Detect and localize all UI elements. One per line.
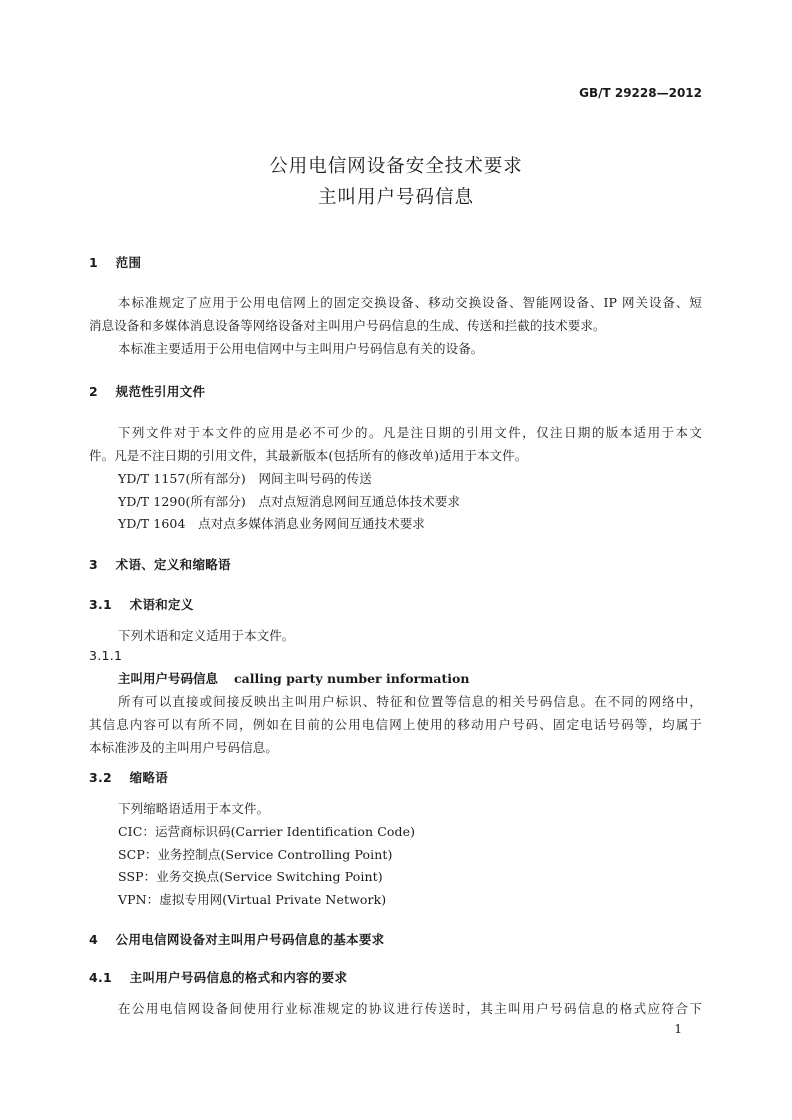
section-title: 术语和定义 xyxy=(129,597,194,612)
term-english: calling party number information xyxy=(234,671,470,686)
section-number: 1 xyxy=(89,255,98,270)
term-number: 3.1.1 xyxy=(89,648,123,663)
section-number: 3.1 xyxy=(89,597,113,612)
section-title: 范围 xyxy=(115,255,142,270)
definition-line: 所有可以直接或间接反映出主叫用户标识、特征和位置等信息的相关号码信息。在不同的网络中， xyxy=(118,694,702,709)
abbreviation-item: CIC：运营商标识码(Carrier Identification Code) xyxy=(118,824,416,839)
section-title: 主叫用户号码信息的格式和内容的要求 xyxy=(129,970,348,985)
paragraph-line: 本标准规定了应用于公用电信网上的固定交换设备、移动交换设备、智能网设备、IP 网关设备、短 xyxy=(118,295,702,310)
reference-item: YD/T 1290(所有部分) 点对点短消息网间互通总体技术要求 xyxy=(118,494,461,509)
paragraph-line: 消息设备和多媒体消息设备等网络设备对主叫用户号码信息的生成、传送和拦截的技术要求。 xyxy=(89,318,606,333)
term-chinese: 主叫用户号码信息 xyxy=(118,671,219,686)
paragraph: 下列缩略语适用于本文件。 xyxy=(118,801,270,816)
section-number: 3.2 xyxy=(89,770,113,785)
document-subtitle: 主叫用户号码信息 xyxy=(317,187,474,208)
section-3-2-heading xyxy=(89,768,168,786)
reference-item: YD/T 1157(所有部分) 网间主叫号码的传送 xyxy=(118,471,372,486)
section-number: 2 xyxy=(89,384,98,399)
section-2-heading xyxy=(89,382,205,400)
paragraph-line: 下列文件对于本文件的应用是必不可少的。凡是注日期的引用文件，仅注日期的版本适用于本文 xyxy=(118,425,702,440)
section-title: 缩略语 xyxy=(129,770,169,785)
document-title: 公用电信网设备安全技术要求 xyxy=(269,156,523,177)
section-number: 4 xyxy=(89,932,98,947)
section-title: 公用电信网设备对主叫用户号码信息的基本要求 xyxy=(115,932,385,947)
abbreviation-item: VPN：虚拟专用网(Virtual Private Network) xyxy=(118,892,387,907)
section-4-heading xyxy=(89,930,384,948)
section-3-1-heading xyxy=(89,595,194,613)
section-3-heading xyxy=(89,555,231,573)
section-4-1-heading xyxy=(89,968,347,986)
standard-number: GB/T 29228—2012 xyxy=(579,86,702,100)
page-number: 1 xyxy=(674,1022,682,1036)
abbreviation-item: SCP：业务控制点(Service Controlling Point) xyxy=(118,847,393,862)
paragraph-line: 在公用电信网设备间使用行业标准规定的协议进行传送时，其主叫用户号码信息的格式应符合下 xyxy=(118,1001,702,1016)
section-1-heading xyxy=(89,253,141,271)
paragraph: 下列术语和定义适用于本文件。 xyxy=(118,628,295,643)
section-title: 规范性引用文件 xyxy=(115,384,206,399)
paragraph-line: 件。凡是不注日期的引用文件，其最新版本(包括所有的修改单)适用于本文件。 xyxy=(89,448,528,463)
section-number: 3 xyxy=(89,557,98,572)
abbreviation-item: SSP：业务交换点(Service Switching Point) xyxy=(118,869,383,884)
section-title: 术语、定义和缩略语 xyxy=(115,557,231,572)
definition-line: 其信息内容可以有所不同，例如在目前的公用电信网上使用的移动用户号码、固定电话号码等，均属于 xyxy=(89,717,702,732)
definition-line: 本标准涉及的主叫用户号码信息。 xyxy=(89,740,279,755)
section-number: 4.1 xyxy=(89,970,113,985)
term-entry xyxy=(118,669,469,687)
paragraph: 本标准主要适用于公用电信网中与主叫用户号码信息有关的设备。 xyxy=(118,341,484,356)
reference-item: YD/T 1604 点对点多媒体消息业务网间互通技术要求 xyxy=(118,516,425,531)
